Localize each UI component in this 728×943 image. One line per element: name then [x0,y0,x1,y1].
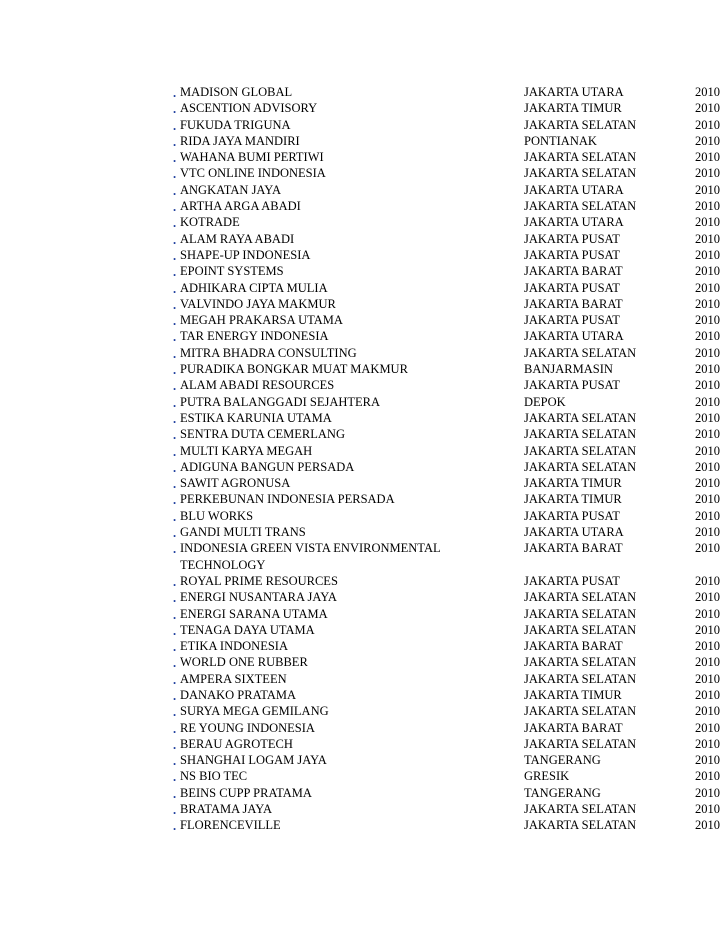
company-year: 2010 [695,296,720,311]
company-name: ADIGUNA BANGUN PERSADA [180,459,355,474]
bullet-icon: . [173,672,177,687]
list-item [0,377,728,393]
company-name: BRATAMA JAYA [180,802,272,817]
company-city: JAKARTA SELATAN [524,590,637,605]
company-name: SHAPE-UP INDONESIA [180,247,311,262]
company-name: NS BIO TEC [180,769,248,784]
company-year: 2010 [695,345,720,360]
bullet-icon: . [173,395,177,410]
list-item [0,198,728,214]
company-name: PERKEBUNAN INDONESIA PERSADA [180,492,395,507]
company-year: 2010 [695,101,720,116]
bullet-icon: . [173,591,177,606]
list-item [0,214,728,230]
company-name: GANDI MULTI TRANS [180,525,306,540]
company-name: FUKUDA TRIGUNA [180,117,291,132]
list-item [0,768,728,784]
company-year: 2010 [695,410,720,425]
company-name: EPOINT SYSTEMS [180,264,284,279]
company-name: ADHIKARA CIPTA MULIA [180,280,328,295]
bullet-icon: . [173,477,177,492]
company-name: ASCENTION ADVISORY [180,101,318,116]
company-city: JAKARTA TIMUR [524,476,622,491]
bullet-icon: . [173,134,177,149]
bullet-icon: . [173,183,177,198]
list-item [0,231,728,247]
company-city: TANGERANG [524,753,601,768]
list-item [0,524,728,540]
list-item [0,443,728,459]
company-city: JAKARTA SELATAN [524,606,637,621]
list-item [0,280,728,296]
bullet-icon: . [173,460,177,475]
company-name: FLORENCEVILLE [180,818,281,833]
company-name: INDONESIA GREEN VISTA ENVIRONMENTAL TECHNOLOGY [180,541,441,572]
bullet-icon: . [173,118,177,133]
bullet-icon: . [173,819,177,834]
company-city: JAKARTA PUSAT [524,573,620,588]
company-city: JAKARTA SELATAN [524,199,637,214]
company-city: JAKARTA TIMUR [524,687,622,702]
company-year: 2010 [695,280,720,295]
company-year: 2010 [695,802,720,817]
bullet-icon: . [173,770,177,785]
bullet-icon: . [173,232,177,247]
company-year: 2010 [695,687,720,702]
list-item [0,671,728,687]
company-city: JAKARTA UTARA [524,525,624,540]
bullet-icon: . [173,200,177,215]
company-name: AMPERA SIXTEEN [180,671,287,686]
list-item [0,785,728,801]
company-city: JAKARTA PUSAT [524,508,620,523]
list-item [0,491,728,507]
company-year: 2010 [695,508,720,523]
list-item [0,100,728,116]
bullet-icon: . [173,248,177,263]
company-name: ROYAL PRIME RESOURCES [180,573,338,588]
list-item [0,165,728,181]
company-year: 2010 [695,622,720,637]
company-name: DANAKO PRATAMA [180,687,297,702]
company-city: JAKARTA UTARA [524,182,624,197]
list-item [0,638,728,654]
list-item [0,703,728,719]
company-name: PURADIKA BONGKAR MUAT MAKMUR [180,362,408,377]
company-name: VALVINDO JAYA MAKMUR [180,296,336,311]
bullet-icon: . [173,216,177,231]
company-city: JAKARTA SELATAN [524,818,637,833]
list-item [0,459,728,475]
bullet-icon: . [173,363,177,378]
bullet-icon: . [173,167,177,182]
company-year: 2010 [695,655,720,670]
bullet-icon: . [173,640,177,655]
company-name: RE YOUNG INDONESIA [180,720,315,735]
bullet-icon: . [173,411,177,426]
company-name: ALAM RAYA ABADI [180,231,295,246]
company-name: SENTRA DUTA CEMERLANG [180,427,345,442]
list-item [0,247,728,263]
bullet-icon: . [173,623,177,638]
company-year: 2010 [695,182,720,197]
company-year: 2010 [695,329,720,344]
bullet-icon: . [173,509,177,524]
company-year: 2010 [695,150,720,165]
company-year: 2010 [695,231,720,246]
company-year: 2010 [695,117,720,132]
company-name: SHANGHAI LOGAM JAYA [180,753,327,768]
company-city: JAKARTA SELATAN [524,802,637,817]
list-item [0,84,728,100]
list-item [0,508,728,524]
company-name: MULTI KARYA MEGAH [180,443,313,458]
bullet-icon: . [173,754,177,769]
list-item [0,540,728,573]
company-name: MADISON GLOBAL [180,85,293,99]
list-item [0,361,728,377]
company-city: JAKARTA UTARA [524,85,624,99]
bullet-icon: . [173,444,177,459]
company-year: 2010 [695,215,720,230]
bullet-icon: . [173,737,177,752]
list-item [0,573,728,589]
company-year: 2010 [695,606,720,621]
company-city: DEPOK [524,394,566,409]
company-name: MEGAH PRAKARSA UTAMA [180,313,343,328]
bullet-icon: . [173,526,177,541]
company-year: 2010 [695,753,720,768]
company-year: 2010 [695,476,720,491]
company-name: ETIKA INDONESIA [180,639,288,654]
list-item [0,149,728,165]
company-city: JAKARTA TIMUR [524,492,622,507]
company-city: JAKARTA SELATAN [524,655,637,670]
company-name: BEINS CUPP PRATAMA [180,785,312,800]
company-year: 2010 [695,671,720,686]
company-year: 2010 [695,704,720,719]
list-item [0,475,728,491]
company-name: WAHANA BUMI PERTIWI [180,150,324,165]
list-item [0,801,728,817]
company-city: GRESIK [524,769,570,784]
list-item [0,622,728,638]
company-year: 2010 [695,573,720,588]
list-item [0,589,728,605]
company-city: JAKARTA SELATAN [524,622,637,637]
bullet-icon: . [173,428,177,443]
company-year: 2010 [695,720,720,735]
company-city: JAKARTA SELATAN [524,117,637,132]
company-year: 2010 [695,166,720,181]
company-year: 2010 [695,736,720,751]
bullet-icon: . [173,542,177,557]
bullet-icon: . [173,265,177,280]
bullet-icon: . [173,493,177,508]
company-name: RIDA JAYA MANDIRI [180,133,300,148]
company-name: SAWIT AGRONUSA [180,476,291,491]
company-city: JAKARTA SELATAN [524,410,637,425]
company-city: BANJARMASIN [524,362,613,377]
company-year: 2010 [695,133,720,148]
company-city: JAKARTA SELATAN [524,427,637,442]
company-year: 2010 [695,639,720,654]
company-city: JAKARTA SELATAN [524,345,637,360]
company-year: 2010 [695,769,720,784]
bullet-icon: . [173,86,177,100]
company-year: 2010 [695,264,720,279]
list-item [0,817,728,833]
company-name: ENERGI NUSANTARA JAYA [180,590,337,605]
bullet-icon: . [173,656,177,671]
company-year: 2010 [695,590,720,605]
list-item [0,426,728,442]
company-list [0,84,728,834]
bullet-icon: . [173,281,177,296]
company-city: JAKARTA BARAT [524,296,623,311]
company-year: 2010 [695,378,720,393]
company-name: MITRA BHADRA CONSULTING [180,345,357,360]
list-item [0,752,728,768]
list-item [0,687,728,703]
list-item [0,263,728,279]
company-name: TAR ENERGY INDONESIA [180,329,329,344]
company-name: TENAGA DAYA UTAMA [180,622,315,637]
company-city: JAKARTA SELATAN [524,736,637,751]
company-city: JAKARTA PUSAT [524,231,620,246]
company-city: JAKARTA BARAT [524,541,623,556]
company-year: 2010 [695,199,720,214]
company-city: JAKARTA BARAT [524,639,623,654]
bullet-icon: . [173,314,177,329]
company-city: JAKARTA PUSAT [524,247,620,262]
company-year: 2010 [695,362,720,377]
list-item [0,345,728,361]
company-city: JAKARTA UTARA [524,329,624,344]
company-year: 2010 [695,818,720,833]
company-year: 2010 [695,443,720,458]
company-name: SURYA MEGA GEMILANG [180,704,329,719]
company-year: 2010 [695,492,720,507]
company-name: BERAU AGROTECH [180,736,293,751]
company-name: BLU WORKS [180,508,254,523]
bullet-icon: . [173,297,177,312]
company-year: 2010 [695,85,720,99]
company-name: KOTRADE [180,215,240,230]
bullet-icon: . [173,330,177,345]
company-name: ANGKATAN JAYA [180,182,281,197]
bullet-icon: . [173,151,177,166]
list-item [0,312,728,328]
company-city: JAKARTA SELATAN [524,671,637,686]
list-item [0,410,728,426]
company-city: JAKARTA BARAT [524,264,623,279]
company-year: 2010 [695,459,720,474]
company-name: VTC ONLINE INDONESIA [180,166,326,181]
list-item [0,182,728,198]
list-item [0,720,728,736]
company-year: 2010 [695,525,720,540]
bullet-icon: . [173,102,177,117]
list-item [0,654,728,670]
company-name: ESTIKA KARUNIA UTAMA [180,410,332,425]
company-city: JAKARTA UTARA [524,215,624,230]
list-item [0,296,728,312]
company-city: TANGERANG [524,785,601,800]
bullet-icon: . [173,803,177,818]
company-city: JAKARTA BARAT [524,720,623,735]
company-year: 2010 [695,247,720,262]
list-item [0,328,728,344]
company-name: ARTHA ARGA ABADI [180,199,301,214]
bullet-icon: . [173,607,177,622]
list-item [0,394,728,410]
company-name: WORLD ONE RUBBER [180,655,308,670]
company-city: JAKARTA SELATAN [524,459,637,474]
bullet-icon: . [173,786,177,801]
company-city: JAKARTA SELATAN [524,150,637,165]
company-city: JAKARTA PUSAT [524,313,620,328]
company-city: JAKARTA PUSAT [524,378,620,393]
company-year: 2010 [695,394,720,409]
company-name: ENERGI SARANA UTAMA [180,606,328,621]
list-item [0,117,728,133]
company-year: 2010 [695,785,720,800]
company-city: JAKARTA PUSAT [524,280,620,295]
company-year: 2010 [695,541,720,556]
bullet-icon: . [173,346,177,361]
bullet-icon: . [173,705,177,720]
bullet-icon: . [173,574,177,589]
bullet-icon: . [173,379,177,394]
list-item [0,736,728,752]
list-item [0,133,728,149]
company-year: 2010 [695,427,720,442]
list-item [0,606,728,622]
company-city: JAKARTA SELATAN [524,443,637,458]
bullet-icon: . [173,721,177,736]
company-city: JAKARTA SELATAN [524,704,637,719]
company-city: PONTIANAK [524,133,597,148]
company-year: 2010 [695,313,720,328]
company-name: PUTRA BALANGGADI SEJAHTERA [180,394,381,409]
bullet-icon: . [173,688,177,703]
company-city: JAKARTA TIMUR [524,101,622,116]
company-name: ALAM ABADI RESOURCES [180,378,335,393]
company-city: JAKARTA SELATAN [524,166,637,181]
